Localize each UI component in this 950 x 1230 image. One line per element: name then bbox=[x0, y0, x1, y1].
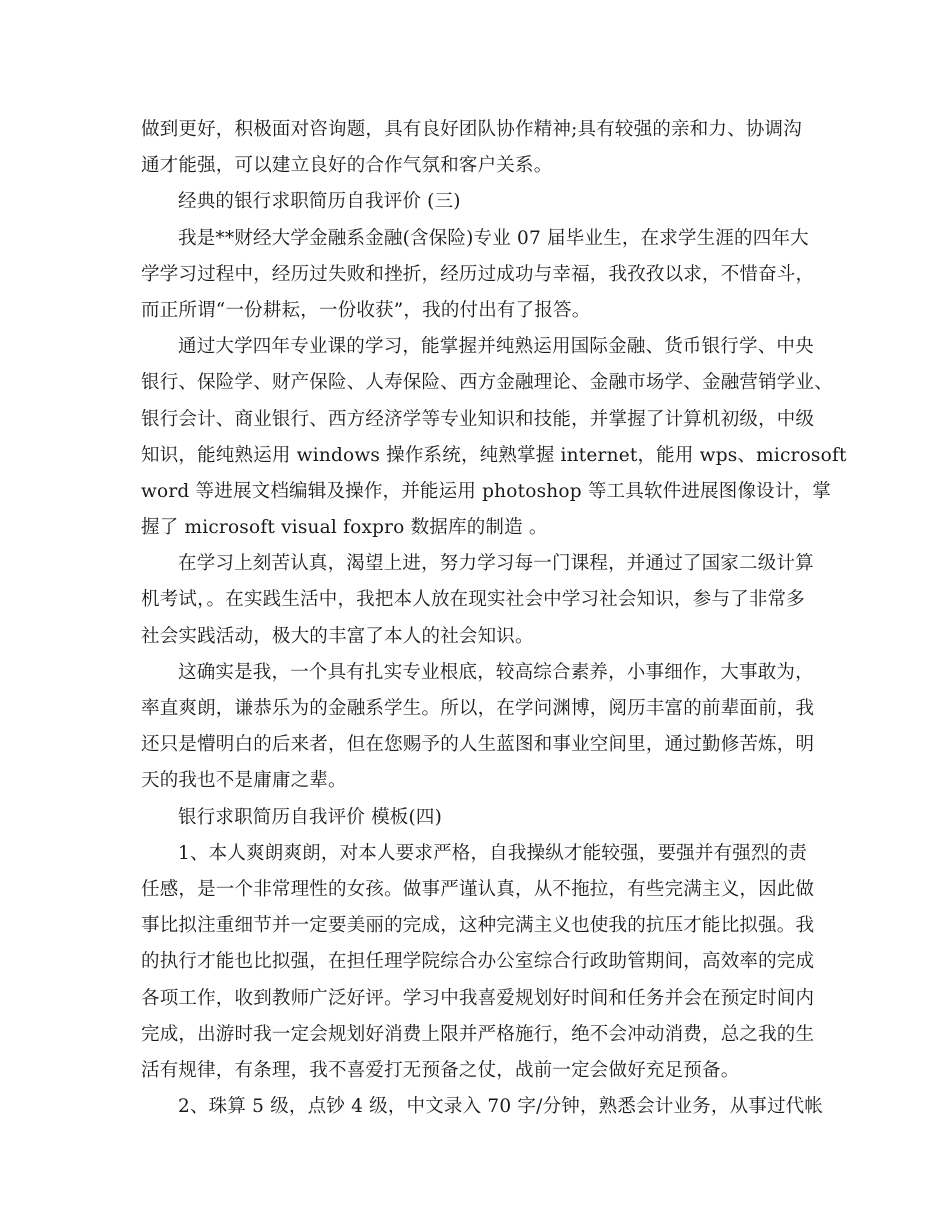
text-line: 这确实是我，一个具有扎实专业根底，较高综合素养，小事细作，大事敢为， bbox=[178, 661, 814, 683]
text-line: 知识，能纯熟运用 windows 操作系统，纯熟掌握 internet，能用 wps、microsoft bbox=[141, 444, 847, 466]
text-line: 握了 microsoft visual foxpro 数据库的制造 。 bbox=[141, 517, 548, 539]
text-line: 银行、保险学、财产保险、人寿保险、西方金融理论、金融市场学、金融营销学业、 bbox=[141, 372, 833, 394]
text-line: 我是**财经大学金融系金融(含保险)专业 07 届毕业生，在求学生涯的四年大 bbox=[178, 227, 809, 249]
text-line: 在学习上刻苦认真，渴望上进，努力学习每一门课程，并通过了国家二级计算 bbox=[178, 553, 814, 575]
text-line: 而正所谓“一份耕耘，一份收获”，我的付出有了报答。 bbox=[141, 299, 591, 321]
text-line: 事比拟注重细节并一定要美丽的完成，这种完满主义也使我的抗压才能比拟强。我 bbox=[141, 915, 815, 937]
document-body bbox=[141, 112, 847, 1125]
text-line: 通才能强，可以建立良好的合作气氛和客户关系。 bbox=[141, 155, 553, 177]
text-line: 的执行才能也比拟强，在担任理学院综合办公室综合行政助管期间，高效率的完成 bbox=[141, 951, 815, 973]
text-line: 任感，是一个非常理性的女孩。做事严谨认真，从不拖拉，有些完满主义，因此做 bbox=[141, 878, 815, 900]
text-line: 1、本人爽朗爽朗，对本人要求严格，自我操纵才能较强，要强并有强烈的责 bbox=[178, 842, 808, 864]
text-line: 学学习过程中，经历过失败和挫折，经历过成功与幸福，我孜孜以求，不惜奋斗， bbox=[141, 263, 815, 285]
text-line: word 等进展文档编辑及操作，并能运用 photoshop 等工具软件进展图像设计，掌 bbox=[141, 480, 831, 502]
text-line: 银行求职简历自我评价 模板(四) bbox=[178, 806, 443, 828]
text-line: 2、珠算 5 级，点钞 4 级，中文录入 70 字/分钟，熟悉会计业务，从事过代帐 bbox=[178, 1096, 824, 1118]
text-line: 各项工作，收到教师广泛好评。学习中我喜爱规划好时间和任务并会在预定时间内 bbox=[141, 987, 815, 1009]
text-line: 社会实践活动，极大的丰富了本人的社会知识。 bbox=[141, 625, 534, 647]
text-line: 机考试，。在实践生活中，我把本人放在现实社会中学习社会知识，参与了非常多 bbox=[141, 589, 805, 611]
text-line: 还只是懵明白的后来者，但在您赐予的人生蓝图和事业空间里，通过勤修苦炼，明 bbox=[141, 734, 815, 756]
text-line: 银行会计、商业银行、西方经济学等专业知识和技能，并掌握了计算机初级，中级 bbox=[141, 408, 815, 430]
text-line: 做到更好，积极面对咨询题，具有良好团队协作精神;具有较强的亲和力、协调沟 bbox=[141, 119, 802, 140]
text-line: 完成，出游时我一定会规划好消费上限并严格施行，绝不会冲动消费，总之我的生 bbox=[141, 1023, 815, 1045]
text-line: 活有规律，有条理，我不喜爱打无预备之仗，战前一定会做好充足预备。 bbox=[141, 1059, 740, 1081]
text-line: 率直爽朗，谦恭乐为的金融系学生。所以，在学问渊博，阅历丰富的前辈面前，我 bbox=[141, 698, 815, 719]
text-line: 通过大学四年专业课的学习，能掌握并纯熟运用国际金融、货币银行学、中央 bbox=[178, 336, 814, 358]
text-line: 经典的银行求职简历自我评价 (三) bbox=[178, 191, 461, 213]
text-line: 天的我也不是庸庸之辈。 bbox=[141, 770, 347, 792]
